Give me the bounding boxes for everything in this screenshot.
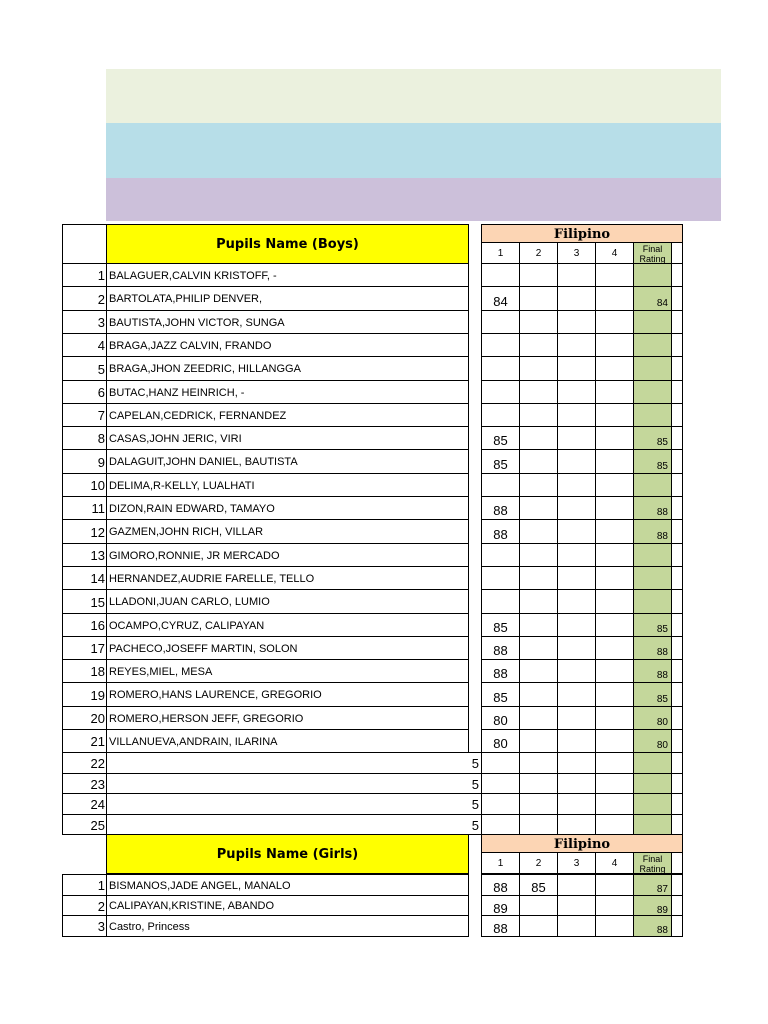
row-number: 1 [62, 874, 107, 896]
final-rating: 88 [633, 659, 672, 683]
grade-q1[interactable]: 88 [481, 659, 520, 683]
header-spacer-cell [671, 242, 683, 264]
grade-q2[interactable] [519, 793, 558, 815]
row-spacer-cell [671, 286, 683, 311]
grade-q1[interactable]: 80 [481, 706, 520, 730]
grade-q2[interactable] [519, 752, 558, 774]
row-number: 7 [62, 403, 107, 427]
header-quarter-4: 4 [595, 852, 634, 874]
grade-q1[interactable] [481, 403, 520, 427]
grade-q4[interactable] [595, 706, 634, 730]
pupil-name[interactable]: LLADONI,JUAN CARLO, LUMIO [106, 589, 469, 614]
grade-q3[interactable] [557, 496, 596, 520]
grade-q3[interactable] [557, 589, 596, 614]
row-number: 6 [62, 380, 107, 404]
row-spacer-cell [671, 773, 683, 794]
row-number: 23 [62, 773, 107, 794]
pupil-name[interactable]: BUTAC,HANZ HEINRICH, - [106, 380, 469, 404]
grade-q1[interactable] [481, 814, 520, 835]
grade-q2[interactable] [519, 426, 558, 450]
header-final-rating: Final Rating [633, 242, 672, 264]
final-rating: 88 [633, 519, 672, 544]
grade-q4[interactable] [595, 682, 634, 707]
grade-q1[interactable]: 85 [481, 426, 520, 450]
grade-q2[interactable] [519, 519, 558, 544]
final-rating [633, 333, 672, 357]
grade-q3[interactable] [557, 543, 596, 567]
grade-q2[interactable] [519, 449, 558, 474]
header-pupils-name: Pupils Name (Girls) [106, 834, 469, 874]
row-spacer-cell [671, 333, 683, 357]
pupil-name[interactable]: DALAGUIT,JOHN DANIEL, BAUTISTA [106, 449, 469, 474]
grade-q4[interactable] [595, 752, 634, 774]
grade-q3[interactable] [557, 814, 596, 835]
grade-q2[interactable] [519, 814, 558, 835]
row-spacer-cell [671, 613, 683, 637]
header-band-green [106, 69, 721, 123]
pupil-name[interactable]: CALIPAYAN,KRISTINE, ABANDO [106, 895, 469, 916]
row-spacer-cell [671, 566, 683, 590]
grade-q4[interactable] [595, 589, 634, 614]
row-number: 24 [62, 793, 107, 815]
pupil-name[interactable]: BALAGUER,CALVIN KRISTOFF, - [106, 263, 469, 287]
pupil-name[interactable]: BRAGA,JHON ZEEDRIC, HILLANGGA [106, 356, 469, 381]
row-spacer-cell [671, 449, 683, 474]
row-number: 13 [62, 543, 107, 567]
row-spacer-cell [671, 874, 683, 896]
pupil-name[interactable]: GIMORO,RONNIE, JR MERCADO [106, 543, 469, 567]
grade-q1[interactable] [481, 566, 520, 590]
header-spacer-cell [671, 852, 683, 874]
final-rating: 80 [633, 729, 672, 753]
grade-q4[interactable] [595, 659, 634, 683]
pupil-name[interactable]: HERNANDEZ,AUDRIE FARELLE, TELLO [106, 566, 469, 590]
row-number: 21 [62, 729, 107, 753]
grade-q2[interactable] [519, 682, 558, 707]
grade-q1[interactable] [481, 793, 520, 815]
row-number: 2 [62, 895, 107, 916]
row-number: 20 [62, 706, 107, 730]
grade-q4[interactable] [595, 729, 634, 753]
grade-q2[interactable] [519, 310, 558, 334]
pupil-name[interactable]: ROMERO,HANS LAURENCE, GREGORIO [106, 682, 469, 707]
pupil-name[interactable]: OCAMPO,CYRUZ, CALIPAYAN [106, 613, 469, 637]
grade-q1[interactable]: 84 [481, 286, 520, 311]
grade-q4[interactable] [595, 773, 634, 794]
row-number: 11 [62, 496, 107, 520]
row-number: 19 [62, 682, 107, 707]
header-subject: Filipino [481, 834, 683, 853]
final-rating [633, 263, 672, 287]
final-rating: 85 [633, 449, 672, 474]
grade-q2[interactable] [519, 636, 558, 660]
final-rating [633, 773, 672, 794]
grade-q1[interactable] [481, 773, 520, 794]
final-rating: 88 [633, 636, 672, 660]
row-number: 10 [62, 473, 107, 497]
final-rating [633, 589, 672, 614]
grade-q1[interactable] [481, 380, 520, 404]
pupil-name[interactable]: BRAGA,JAZZ CALVIN, FRANDO [106, 333, 469, 357]
row-spacer-cell [671, 519, 683, 544]
grade-q2[interactable] [519, 773, 558, 794]
row-spacer-cell [671, 426, 683, 450]
row-spacer-cell [671, 814, 683, 835]
row-number: 3 [62, 310, 107, 334]
pupil-name[interactable]: VILLANUEVA,ANDRAIN, ILARINA [106, 729, 469, 753]
grade-q2[interactable] [519, 333, 558, 357]
header-subject: Filipino [481, 224, 683, 243]
row-spacer-cell [671, 636, 683, 660]
row-spacer-cell [671, 263, 683, 287]
final-rating [633, 752, 672, 774]
final-rating: 85 [633, 426, 672, 450]
grade-q1[interactable]: 88 [481, 874, 520, 896]
row-spacer-cell [671, 473, 683, 497]
grade-q4[interactable] [595, 403, 634, 427]
row-number: 22 [62, 752, 107, 774]
header-quarter-2: 2 [519, 242, 558, 264]
grade-q3[interactable] [557, 519, 596, 544]
gap-value: 5 [106, 814, 482, 835]
gap-value: 5 [106, 793, 482, 815]
row-number: 12 [62, 519, 107, 544]
row-number: 9 [62, 449, 107, 474]
row-number: 4 [62, 333, 107, 357]
grade-q4[interactable] [595, 496, 634, 520]
row-spacer-cell [671, 589, 683, 614]
header-pupils-name: Pupils Name (Boys) [106, 224, 469, 264]
grade-q3[interactable] [557, 895, 596, 916]
grade-q2[interactable] [519, 356, 558, 381]
grade-q3[interactable] [557, 403, 596, 427]
grade-q1[interactable]: 85 [481, 613, 520, 637]
gap-value: 5 [106, 752, 482, 774]
grade-q1[interactable]: 89 [481, 895, 520, 916]
grade-q4[interactable] [595, 356, 634, 381]
grade-q2[interactable] [519, 659, 558, 683]
header-quarter-3: 3 [557, 242, 596, 264]
pupil-name[interactable]: PACHECO,JOSEFF MARTIN, SOLON [106, 636, 469, 660]
grade-q3[interactable] [557, 333, 596, 357]
grade-q3[interactable] [557, 752, 596, 774]
final-rating: 87 [633, 874, 672, 896]
row-number: 5 [62, 356, 107, 381]
pupil-name[interactable]: BAUTISTA,JOHN VICTOR, SUNGA [106, 310, 469, 334]
pupil-name[interactable]: Castro, Princess [106, 915, 469, 937]
grade-q3[interactable] [557, 263, 596, 287]
row-spacer-cell [671, 380, 683, 404]
grade-q1[interactable] [481, 333, 520, 357]
row-spacer-cell [671, 310, 683, 334]
grade-q3[interactable] [557, 566, 596, 590]
grade-q1[interactable]: 88 [481, 519, 520, 544]
grade-q4[interactable] [595, 793, 634, 815]
final-rating [633, 473, 672, 497]
grade-q1[interactable] [481, 310, 520, 334]
row-spacer-cell [671, 403, 683, 427]
final-rating [633, 403, 672, 427]
row-spacer-cell [671, 659, 683, 683]
row-number: 25 [62, 814, 107, 835]
row-spacer-cell [671, 729, 683, 753]
row-spacer-cell [671, 682, 683, 707]
grade-q4[interactable] [595, 915, 634, 937]
final-rating: 89 [633, 895, 672, 916]
row-number: 8 [62, 426, 107, 450]
final-rating [633, 543, 672, 567]
header-quarter-1: 1 [481, 242, 520, 264]
grade-q2[interactable] [519, 286, 558, 311]
row-number: 16 [62, 613, 107, 637]
grade-q4[interactable] [595, 895, 634, 916]
row-number: 17 [62, 636, 107, 660]
grade-q2[interactable]: 85 [519, 874, 558, 896]
grade-q3[interactable] [557, 874, 596, 896]
grade-q1[interactable] [481, 473, 520, 497]
row-number: 2 [62, 286, 107, 311]
header-band-purple [106, 178, 721, 221]
final-rating [633, 566, 672, 590]
grade-q3[interactable] [557, 636, 596, 660]
final-rating [633, 310, 672, 334]
pupil-name[interactable]: ROMERO,HERSON JEFF, GREGORIO [106, 706, 469, 730]
grade-q3[interactable] [557, 613, 596, 637]
grade-q2[interactable] [519, 263, 558, 287]
grade-q4[interactable] [595, 613, 634, 637]
header-quarter-4: 4 [595, 242, 634, 264]
grade-q4[interactable] [595, 519, 634, 544]
grade-q1[interactable]: 85 [481, 449, 520, 474]
grade-q1[interactable]: 85 [481, 682, 520, 707]
final-rating [633, 380, 672, 404]
grade-q4[interactable] [595, 543, 634, 567]
grade-q4[interactable] [595, 333, 634, 357]
grade-q1[interactable]: 80 [481, 729, 520, 753]
row-number: 14 [62, 566, 107, 590]
header-number-cell [62, 224, 107, 264]
grade-q4[interactable] [595, 426, 634, 450]
grade-q3[interactable] [557, 310, 596, 334]
pupil-name[interactable]: BARTOLATA,PHILIP DENVER, [106, 286, 469, 311]
final-rating: 88 [633, 915, 672, 937]
grade-q3[interactable] [557, 380, 596, 404]
grade-q3[interactable] [557, 793, 596, 815]
grade-q1[interactable]: 88 [481, 496, 520, 520]
grade-q2[interactable] [519, 473, 558, 497]
grade-q2[interactable] [519, 706, 558, 730]
row-spacer-cell [671, 543, 683, 567]
grade-q3[interactable] [557, 915, 596, 937]
grade-q3[interactable] [557, 286, 596, 311]
pupil-name[interactable]: GAZMEN,JOHN RICH, VILLAR [106, 519, 469, 544]
row-spacer-cell [671, 895, 683, 916]
final-rating: 88 [633, 496, 672, 520]
grade-q3[interactable] [557, 706, 596, 730]
row-spacer-cell [671, 496, 683, 520]
grade-q3[interactable] [557, 449, 596, 474]
final-rating [633, 356, 672, 381]
row-spacer-cell [671, 752, 683, 774]
pupil-name[interactable]: DIZON,RAIN EDWARD, TAMAYO [106, 496, 469, 520]
grade-q4[interactable] [595, 566, 634, 590]
grade-q3[interactable] [557, 473, 596, 497]
pupil-name[interactable]: CASAS,JOHN JERIC, VIRI [106, 426, 469, 450]
grade-q1[interactable] [481, 589, 520, 614]
grade-q1[interactable]: 88 [481, 915, 520, 937]
final-rating: 80 [633, 706, 672, 730]
grade-q2[interactable] [519, 380, 558, 404]
header-band-blue [106, 123, 721, 178]
grade-q2[interactable] [519, 496, 558, 520]
header-quarter-2: 2 [519, 852, 558, 874]
grade-q1[interactable] [481, 263, 520, 287]
grade-q4[interactable] [595, 310, 634, 334]
row-spacer-cell [671, 356, 683, 381]
grade-q2[interactable] [519, 729, 558, 753]
final-rating: 85 [633, 613, 672, 637]
grade-q2[interactable] [519, 543, 558, 567]
gap-value: 5 [106, 773, 482, 794]
final-rating: 85 [633, 682, 672, 707]
grade-q4[interactable] [595, 449, 634, 474]
header-quarter-1: 1 [481, 852, 520, 874]
pupil-name[interactable]: REYES,MIEL, MESA [106, 659, 469, 683]
pupil-name[interactable]: BISMANOS,JADE ANGEL, MANALO [106, 874, 469, 896]
grade-q2[interactable] [519, 915, 558, 937]
row-spacer-cell [671, 915, 683, 937]
row-number: 3 [62, 915, 107, 937]
row-number: 15 [62, 589, 107, 614]
grade-q3[interactable] [557, 356, 596, 381]
row-spacer-cell [671, 793, 683, 815]
grade-q2[interactable] [519, 895, 558, 916]
grade-q2[interactable] [519, 589, 558, 614]
grade-q3[interactable] [557, 773, 596, 794]
final-rating [633, 814, 672, 835]
grade-q3[interactable] [557, 682, 596, 707]
grade-q1[interactable] [481, 356, 520, 381]
final-rating: 84 [633, 286, 672, 311]
grade-q4[interactable] [595, 874, 634, 896]
pupil-name[interactable]: CAPELAN,CEDRICK, FERNANDEZ [106, 403, 469, 427]
grade-q4[interactable] [595, 380, 634, 404]
grade-q3[interactable] [557, 659, 596, 683]
grade-q3[interactable] [557, 729, 596, 753]
grade-q4[interactable] [595, 286, 634, 311]
grade-q1[interactable] [481, 752, 520, 774]
grade-q4[interactable] [595, 263, 634, 287]
grade-q2[interactable] [519, 566, 558, 590]
grade-q1[interactable]: 88 [481, 636, 520, 660]
pupil-name[interactable]: DELIMA,R-KELLY, LUALHATI [106, 473, 469, 497]
grade-q3[interactable] [557, 426, 596, 450]
header-quarter-3: 3 [557, 852, 596, 874]
grade-q1[interactable] [481, 543, 520, 567]
row-spacer-cell [671, 706, 683, 730]
grade-q4[interactable] [595, 814, 634, 835]
grade-q4[interactable] [595, 636, 634, 660]
final-rating [633, 793, 672, 815]
grade-q2[interactable] [519, 613, 558, 637]
header-final-rating: Final Rating [633, 852, 672, 874]
grade-q4[interactable] [595, 473, 634, 497]
row-number: 1 [62, 263, 107, 287]
grade-q2[interactable] [519, 403, 558, 427]
row-number: 18 [62, 659, 107, 683]
